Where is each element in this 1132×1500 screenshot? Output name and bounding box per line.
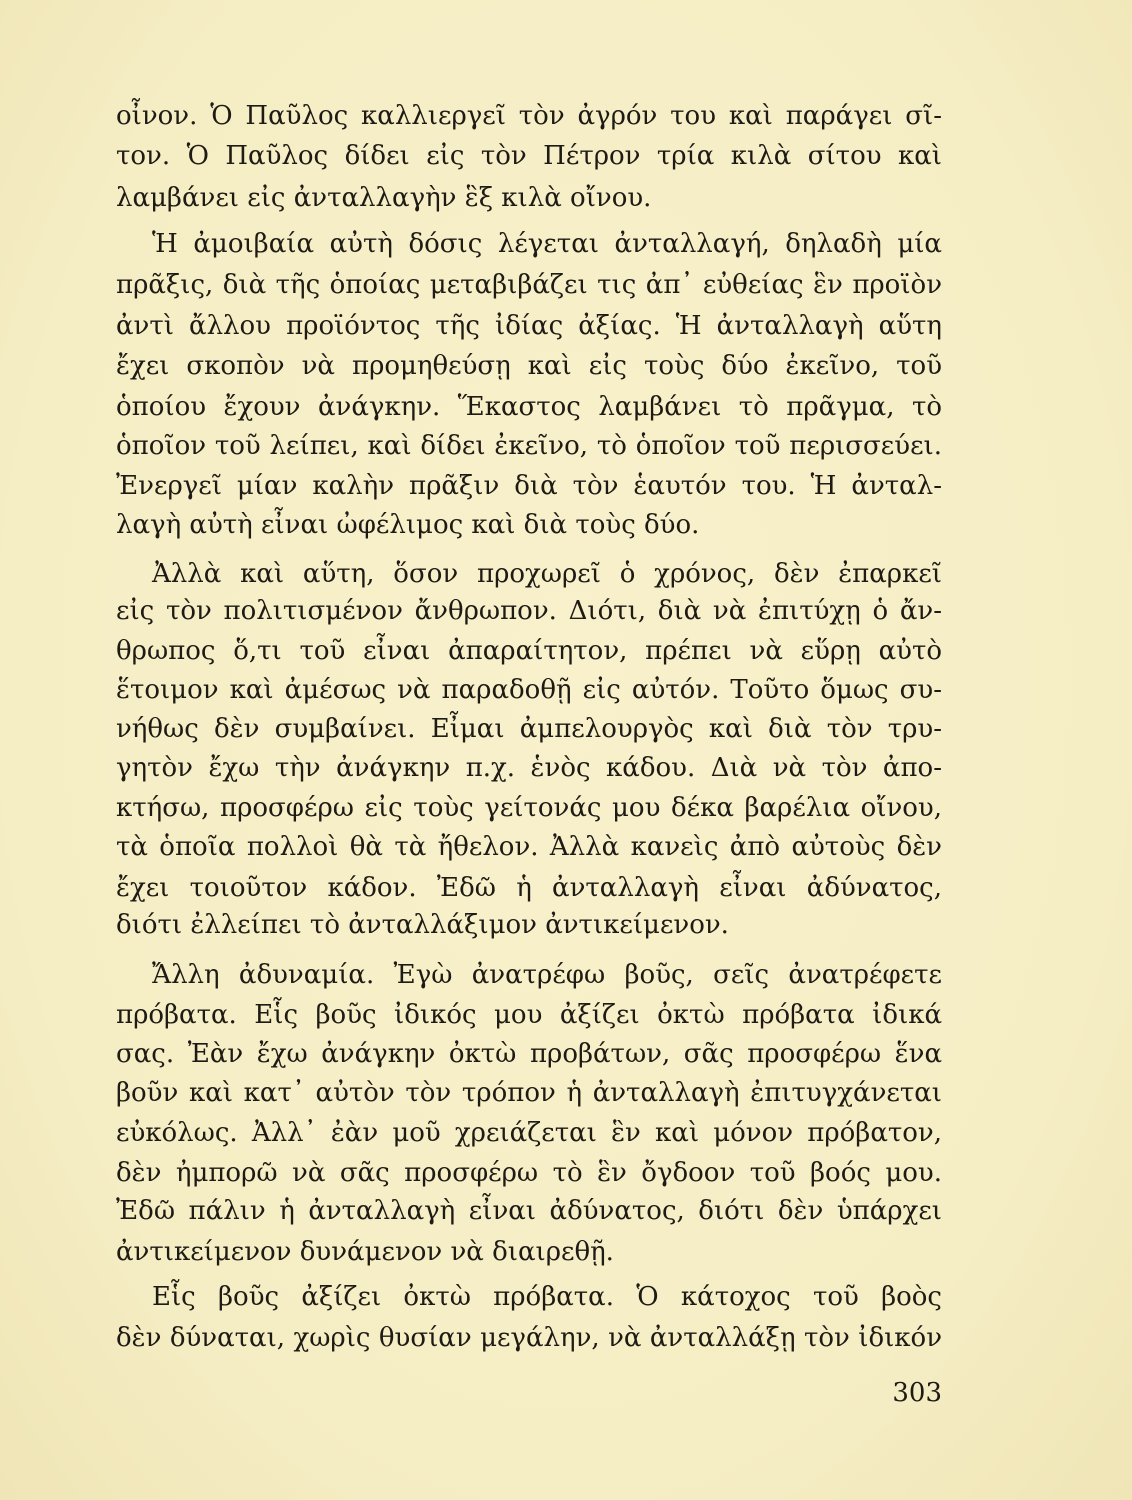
text-line: τον. Ὁ Παῦλος δίδει εἰς τὸν Πέτρον τρία κιλὰ σίτου καὶ — [116, 141, 942, 171]
text-line: ἀντικείμενον δυνάμενον νὰ διαιρεθῇ. — [116, 1237, 614, 1267]
text-line: σας. Ἐὰν ἔχω ἀνάγκην ὀκτὼ προβάτων, σᾶς προσφέρω ἕνα — [116, 1039, 942, 1069]
text-line: ὁποίου ἔχουν ἀνάγκην. Ἕκαστος λαμβάνει τὸ πρᾶγμα, τὸ — [116, 392, 942, 422]
text-line: οἶνον. Ὁ Παῦλος καλλιεργεῖ τὸν ἀγρόν του καὶ παράγει σῖ- — [116, 101, 942, 131]
text-line: βοῦν καὶ κατ᾽ αὐτὸν τὸν τρόπον ἡ ἀνταλλαγὴ ἐπιτυγχάνεται — [116, 1078, 942, 1108]
text-line: ἀντὶ ἄλλου προϊόντος τῆς ἰδίας ἀξίας. Ἡ ἀνταλλαγὴ αὕτη — [116, 311, 942, 341]
text-line: πρόβατα. Εἷς βοῦς ἰδικός μου ἀξίζει ὀκτὼ πρόβατα ἰδικά — [116, 1000, 942, 1030]
text-line: νήθως δὲν συμβαίνει. Εἶμαι ἀμπελουργὸς καὶ διὰ τὸν τρυ- — [116, 714, 942, 744]
text-line: Ἐνεργεῖ μίαν καλὴν πρᾶξιν διὰ τὸν ἑαυτόν του. Ἡ ἀνταλ- — [116, 471, 942, 501]
page-number: 303 — [892, 1378, 942, 1408]
text-line: γητὸν ἔχω τὴν ἀνάγκην π.χ. ἑνὸς κάδου. Διὰ νὰ τὸν ἀπο- — [116, 753, 942, 783]
text-line: Ἀλλὰ καὶ αὕτη, ὅσον προχωρεῖ ὁ χρόνος, δὲν ἐπαρκεῖ — [152, 559, 942, 589]
text-line: Ἡ ἀμοιβαία αὐτὴ δόσις λέγεται ἀνταλλαγή, δηλαδὴ μία — [152, 229, 942, 259]
text-line: Ἄλλη ἀδυναμία. Ἐγὼ ἀνατρέφω βοῦς, σεῖς ἀνατρέφετε — [152, 960, 942, 990]
text-line: ἔχει τοιοῦτον κάδον. Ἐδῶ ἡ ἀνταλλαγὴ εἶναι ἀδύνατος, — [116, 873, 942, 903]
text-line: εὐκόλως. Ἀλλ᾽ ἐὰν μοῦ χρειάζεται ἓν καὶ μόνον πρόβατον, — [116, 1118, 942, 1148]
text-line: ἔχει σκοπὸν νὰ προμηθεύσῃ καὶ εἰς τοὺς δύο ἐκεῖνο, τοῦ — [116, 351, 942, 381]
text-line: λαμβάνει εἰς ἀνταλλαγὴν ἓξ κιλὰ οἴνου. — [116, 183, 652, 213]
text-line: ἕτοιμον καὶ ἀμέσως νὰ παραδοθῇ εἰς αὐτόν. Τοῦτο ὅμως συ- — [116, 675, 942, 705]
text-line: λαγὴ αὐτὴ εἶναι ὠφέλιμος καὶ διὰ τοὺς δύο. — [116, 510, 700, 540]
text-line: εἰς τὸν πολιτισμένον ἄνθρωπον. Διότι, διὰ νὰ ἐπιτύχῃ ὁ ἄν- — [116, 596, 942, 626]
text-line: κτήσω, προσφέρω εἰς τοὺς γείτονάς μου δέκα βαρέλια οἴνου, — [116, 793, 942, 823]
text-line: θρωπος ὅ,τι τοῦ εἶναι ἀπαραίτητον, πρέπει νὰ εὕρῃ αὐτὸ — [116, 636, 942, 666]
text-line: διότι ἐλλείπει τὸ ἀνταλλάξιμον ἀντικείμενον. — [116, 910, 729, 940]
text-line: ὁποῖον τοῦ λείπει, καὶ δίδει ἐκεῖνο, τὸ ὁποῖον τοῦ περισσεύει. — [116, 431, 942, 461]
text-line: Εἷς βοῦς ἀξίζει ὀκτὼ πρόβατα. Ὁ κάτοχος τοῦ βοὸς — [152, 1282, 942, 1312]
text-line: τὰ ὁποῖα πολλοὶ θὰ τὰ ἤθελον. Ἀλλὰ κανεὶς ἀπὸ αὐτοὺς δὲν — [116, 832, 942, 862]
text-line: πρᾶξις, διὰ τῆς ὁποίας μεταβιβάζει τις ἀπ᾽ εὐθείας ἓν προϊὸν — [116, 270, 942, 300]
text-line: δὲν δύναται, χωρὶς θυσίαν μεγάλην, νὰ ἀνταλλάξῃ τὸν ἰδικόν — [116, 1323, 942, 1353]
text-line: δὲν ἠμπορῶ νὰ σᾶς προσφέρω τὸ ἓν ὄγδοον τοῦ βοός μου. — [116, 1158, 942, 1188]
text-line: Ἐδῶ πάλιν ἡ ἀνταλλαγὴ εἶναι ἀδύνατος, διότι δὲν ὑπάρχει — [116, 1196, 942, 1226]
